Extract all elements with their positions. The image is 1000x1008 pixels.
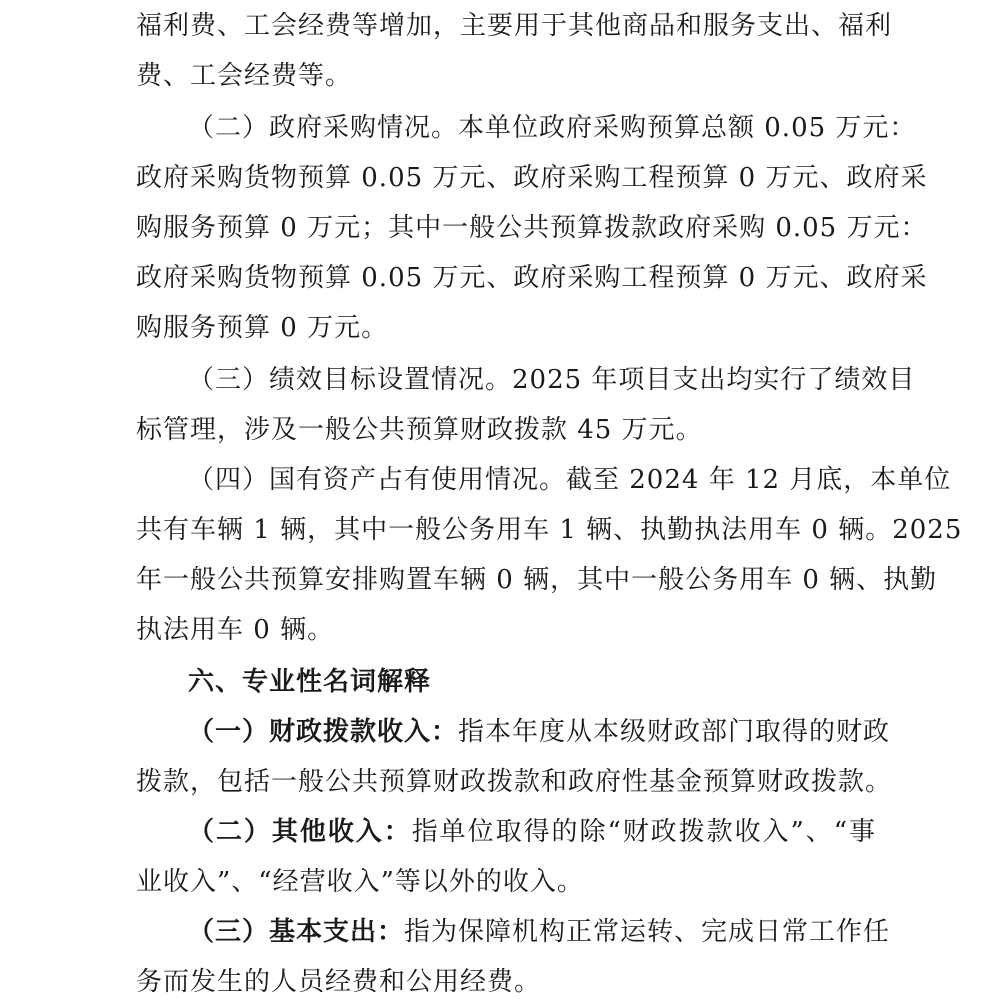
paragraph-line: （四）国有资产占有使用情况。截至 2024 年 12 月底，本单位 (188, 465, 952, 495)
definition-text: 指为保障机构正常运转、完成日常工作任 (404, 917, 891, 947)
definition-text: 指本年度从本级财政部门取得的财政 (458, 717, 891, 747)
definition-term: （三）基本支出： (188, 917, 405, 947)
paragraph-line: 政府采购货物预算 0.05 万元、政府采购工程预算 0 万元、政府采 (136, 263, 928, 293)
paragraph-line: 标管理，涉及一般公共预算财政拨款 45 万元。 (136, 415, 703, 445)
definition-line (188, 712, 891, 752)
paragraph-line: 费、工会经费等。 (136, 61, 353, 91)
definition-line: 业收入”、“经营收入”等以外的收入。 (136, 867, 584, 897)
paragraph-line: 年一般公共预算安排购置车辆 0 辆，其中一般公务用车 0 辆、执勤 (136, 565, 938, 595)
section-heading: 六、专业性名词解释 (188, 667, 432, 697)
paragraph-line: 福利费、工会经费等增加，主要用于其他商品和服务支出、福利 (136, 11, 893, 41)
definition-term: （二）其他收入： (188, 817, 412, 847)
paragraph-line: （三）绩效目标设置情况。2025 年项目支出均实行了绩效目 (188, 365, 916, 395)
definition-line: 拨款，包括一般公共预算财政拨款和政府性基金预算财政拨款。 (136, 767, 893, 797)
definition-line (188, 912, 891, 952)
definition-text: 指单位取得的除“财政拨款收入”、“事 (411, 817, 876, 847)
paragraph-line: （二）政府采购情况。本单位政府采购预算总额 0.05 万元： (188, 113, 917, 143)
definition-line (188, 812, 876, 852)
paragraph-line: 政府采购货物预算 0.05 万元、政府采购工程预算 0 万元、政府采 (136, 163, 928, 193)
definition-term: （一）财政拨款收入： (188, 717, 459, 747)
paragraph-line: 购服务预算 0 万元；其中一般公共预算拨款政府采购 0.05 万元： (136, 213, 928, 243)
paragraph-line: 执法用车 0 辆。 (136, 615, 335, 645)
paragraph-line: 共有车辆 1 辆，其中一般公务用车 1 辆、执勤执法用车 0 辆。2025 (136, 515, 963, 545)
definition-line: 务而发生的人员经费和公用经费。 (136, 967, 542, 997)
paragraph-line: 购服务预算 0 万元。 (136, 313, 389, 343)
